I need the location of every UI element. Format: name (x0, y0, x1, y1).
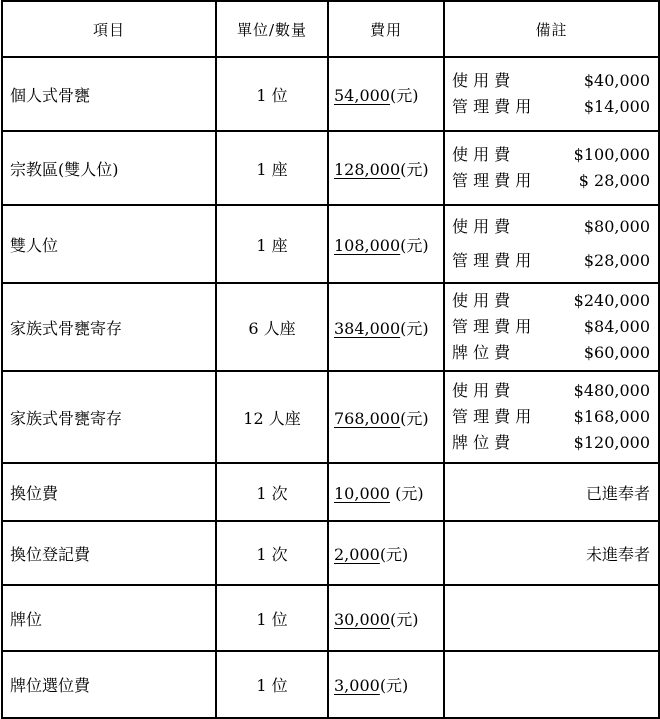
fee-suffix: (元) (389, 85, 419, 105)
note-line (452, 168, 650, 194)
note-cell: 已進奉者 (444, 463, 659, 521)
note-cell (444, 585, 659, 651)
fee-cell (328, 131, 444, 205)
fee-suffix: (元) (379, 676, 409, 695)
table-row (2, 521, 659, 585)
header-row (2, 1, 659, 57)
note-label: 牌 位 費 (452, 343, 511, 362)
fee-amount: 3,000 (334, 676, 380, 695)
note-cell (444, 131, 659, 205)
item-cell: 換位費 (2, 463, 216, 521)
unit-cell: 1 次 (216, 521, 328, 585)
note-line (452, 314, 650, 340)
fee-suffix: (元) (389, 483, 424, 503)
note-value: $ 28,000 (578, 171, 650, 190)
unit-cell: 1 位 (216, 651, 328, 718)
note-value: $84,000 (583, 317, 650, 336)
fee-amount: 30,000 (334, 609, 390, 629)
note-label: 管 理 費 用 (452, 171, 532, 190)
note-value: $120,000 (573, 433, 650, 452)
item-cell: 個人式骨甕 (2, 57, 216, 131)
unit-cell: 1 位 (216, 57, 328, 131)
note-label: 管 理 費 用 (452, 317, 532, 336)
unit-cell: 1 座 (216, 131, 328, 205)
fee-cell (328, 205, 444, 283)
header-item: 項目 (2, 1, 216, 57)
fee-cell (328, 651, 444, 718)
table-row (2, 57, 659, 131)
note-line (452, 244, 650, 278)
fee-amount: 128,000 (334, 159, 401, 179)
item-cell: 牌位選位費 (2, 651, 216, 718)
note-label: 管 理 費 用 (452, 251, 532, 270)
note-value: $28,000 (583, 251, 650, 270)
fee-amount: 54,000 (334, 85, 390, 105)
note-cell (444, 371, 659, 463)
header-note: 備註 (444, 1, 659, 57)
note-label: 管 理 費 用 (452, 407, 532, 426)
unit-cell: 1 次 (216, 463, 328, 521)
note-value: $80,000 (583, 217, 650, 236)
fee-cell (328, 371, 444, 463)
table-row (2, 283, 659, 371)
fee-suffix: (元) (400, 408, 429, 428)
item-cell: 家族式骨甕寄存 (2, 283, 216, 371)
note-value: $40,000 (583, 71, 650, 90)
note-line (452, 142, 650, 168)
item-cell: 換位登記費 (2, 521, 216, 585)
unit-cell: 1 位 (216, 585, 328, 651)
fee-suffix: (元) (379, 544, 409, 564)
note-line (452, 68, 650, 94)
header-fee: 費用 (328, 1, 444, 57)
fee-suffix: (元) (400, 318, 429, 338)
note-line (452, 430, 650, 456)
header-unit: 單位/數量 (216, 1, 328, 57)
fee-cell (328, 521, 444, 585)
note-label: 使 用 費 (452, 291, 511, 310)
fee-cell (328, 283, 444, 371)
table-row (2, 463, 659, 521)
note-value: $480,000 (573, 381, 650, 400)
fee-amount: 2,000 (334, 544, 380, 564)
table-row (2, 205, 659, 283)
note-line (452, 94, 650, 120)
table-row (2, 585, 659, 651)
note-value: $14,000 (583, 97, 650, 116)
fee-suffix: (元) (400, 235, 429, 255)
note-label: 使 用 費 (452, 145, 511, 164)
fee-amount: 108,000 (334, 235, 401, 255)
note-value: $60,000 (583, 343, 650, 362)
fee-amount: 384,000 (334, 318, 401, 338)
table-row (2, 371, 659, 463)
note-value: $100,000 (573, 145, 650, 164)
note-line (452, 210, 650, 244)
note-value: $168,000 (573, 407, 650, 426)
note-line (452, 340, 650, 366)
item-cell: 家族式骨甕寄存 (2, 371, 216, 463)
note-label: 管 理 費 用 (452, 97, 532, 116)
fee-suffix: (元) (389, 609, 419, 629)
note-line (452, 378, 650, 404)
item-cell: 雙人位 (2, 205, 216, 283)
fee-amount: 10,000 (334, 483, 390, 503)
fee-cell (328, 57, 444, 131)
fee-suffix: (元) (400, 159, 429, 179)
note-value: $240,000 (573, 291, 650, 310)
fee-cell (328, 463, 444, 521)
fee-table (1, 0, 660, 719)
note-cell (444, 57, 659, 131)
fee-cell (328, 585, 444, 651)
table-row (2, 651, 659, 718)
note-cell (444, 651, 659, 718)
note-line (452, 404, 650, 430)
note-line (452, 288, 650, 314)
unit-cell: 12 人座 (216, 371, 328, 463)
unit-cell: 1 座 (216, 205, 328, 283)
item-cell: 牌位 (2, 585, 216, 651)
note-label: 牌 位 費 (452, 433, 511, 452)
note-cell (444, 205, 659, 283)
note-cell: 未進奉者 (444, 521, 659, 585)
note-label: 使 用 費 (452, 217, 511, 236)
note-label: 使 用 費 (452, 71, 511, 90)
note-cell (444, 283, 659, 371)
fee-amount: 768,000 (334, 408, 401, 428)
unit-cell: 6 人座 (216, 283, 328, 371)
note-label: 使 用 費 (452, 381, 511, 400)
item-cell: 宗教區(雙人位) (2, 131, 216, 205)
table-row (2, 131, 659, 205)
